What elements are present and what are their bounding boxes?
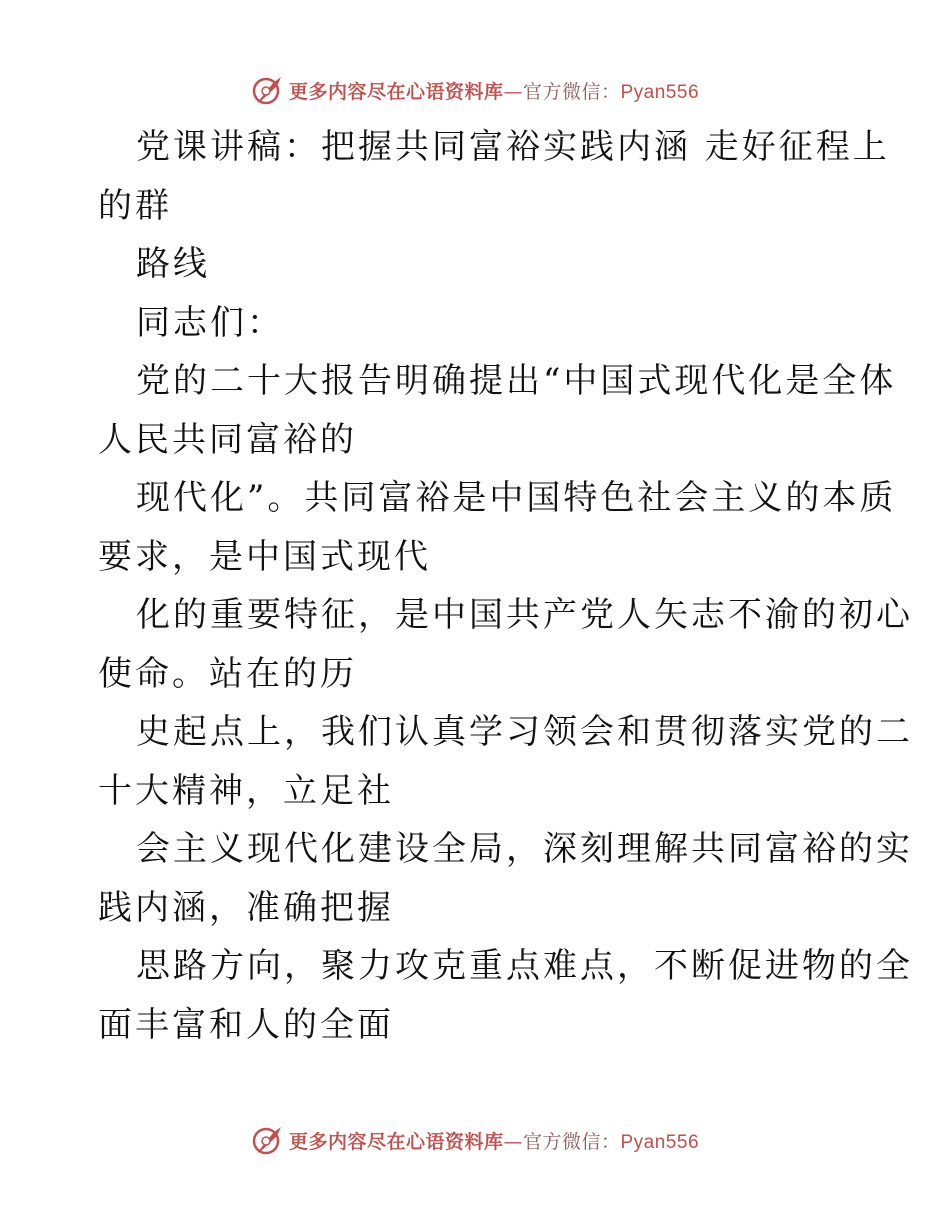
paragraph-line: 思路方向，聚力攻克重点难点，不断促进物的全 — [136, 946, 913, 986]
header-watermark — [0, 70, 950, 110]
paragraph-line: 史起点上，我们认真学习领会和贯彻落实党的二 — [136, 712, 913, 752]
watermark-wechat-label: 官方微信： — [522, 80, 621, 103]
quill-pen-circle-icon — [251, 1123, 285, 1157]
paragraph-line: 化的重要特征，是中国共产党人矢志不渝的初心 — [136, 595, 913, 635]
paragraph-line: 会主义现代化建设全局，深刻理解共同富裕的实 — [136, 829, 913, 869]
document-title-line-1: 党课讲稿：把握共同富裕实践内涵 走好征程上 — [136, 127, 890, 167]
paragraph-line: 现代化”。共同富裕是中国特色社会主义的本质 — [136, 478, 897, 518]
footer-watermark — [0, 1120, 950, 1160]
watermark-wechat-id: Pyan556 — [620, 81, 700, 103]
document-title-line-3: 路线 — [136, 244, 210, 284]
salutation: 同志们： — [136, 302, 284, 343]
watermark-brand: 更多内容尽在心语资料库 — [288, 1130, 504, 1153]
watermark-brand: 更多内容尽在心语资料库 — [288, 80, 504, 103]
paragraph-line: 党的二十大报告明确提出“中国式现代化是全体 — [136, 361, 897, 401]
paragraph-line: 面丰富和人的全面 — [98, 1004, 394, 1045]
quill-pen-circle-icon — [251, 73, 285, 107]
paragraph-line: 要求，是中国式现代 — [98, 536, 431, 577]
watermark-text — [289, 1127, 699, 1154]
watermark-dash: — — [503, 1130, 523, 1153]
watermark-dash: — — [503, 80, 523, 103]
watermark-text — [289, 77, 699, 104]
watermark-wechat-label: 官方微信： — [522, 1130, 621, 1153]
paragraph-line: 十大精神，立足社 — [98, 770, 394, 811]
paragraph-line: 使命。站在的历 — [98, 653, 357, 694]
watermark-wechat-id: Pyan556 — [620, 1131, 700, 1153]
paragraph-line: 践内涵，准确把握 — [98, 887, 394, 928]
document-title-line-2: 的群 — [98, 185, 172, 226]
document-body — [98, 118, 913, 1054]
paragraph-line: 人民共同富裕的 — [98, 419, 357, 460]
